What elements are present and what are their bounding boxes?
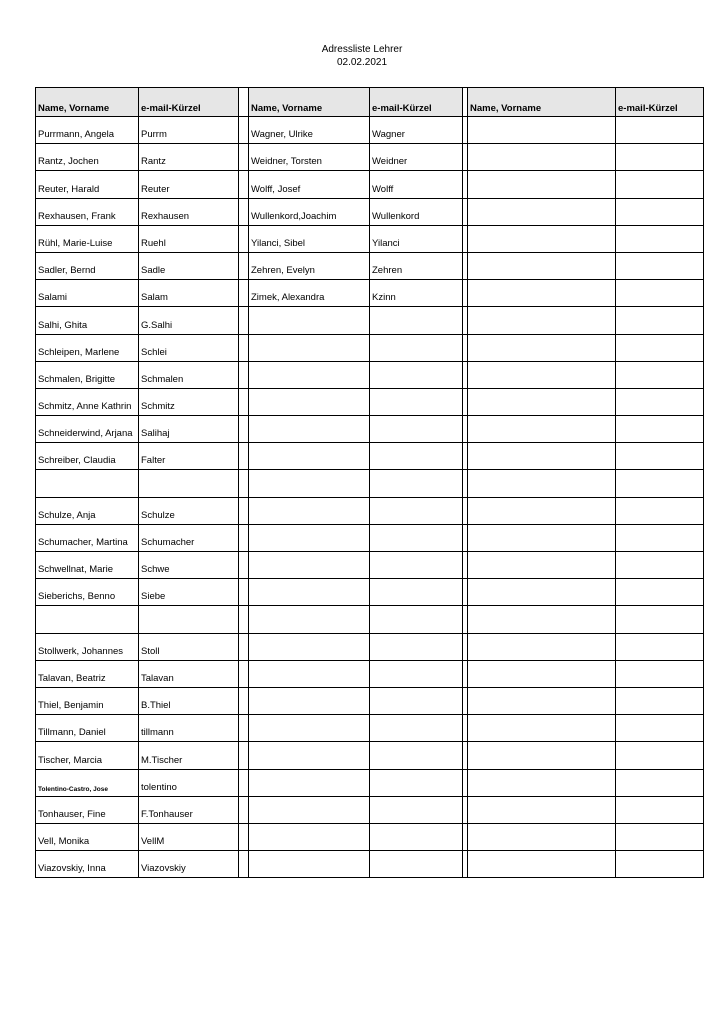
teacher-name: Schmalen, Brigitte [36,361,139,388]
empty-cell [468,144,616,171]
empty-cell [370,361,463,388]
empty-cell [370,334,463,361]
email-kuerzel: Schwe [139,552,239,579]
empty-cell [370,715,463,742]
email-kuerzel: Salam [139,280,239,307]
email-kuerzel: M.Tischer [139,742,239,769]
empty-cell [616,225,704,252]
empty-cell [468,633,616,660]
empty-cell [616,307,704,334]
header-kuerzel-1: e-mail-Kürzel [139,88,239,117]
teacher-name: Wagner, Ulrike [249,117,370,144]
table-row [36,334,704,361]
teacher-name: Rühl, Marie-Luise [36,225,139,252]
column-separator [239,225,249,252]
empty-cell [249,633,370,660]
teacher-name: Rexhausen, Frank [36,198,139,225]
table-row [36,198,704,225]
column-separator [239,388,249,415]
empty-cell [370,552,463,579]
header-name-3: Name, Vorname [468,88,616,117]
table-row [36,579,704,606]
empty-cell [370,606,463,633]
empty-cell [249,715,370,742]
table-header-row [36,88,704,117]
empty-cell [616,715,704,742]
empty-cell [468,660,616,687]
column-separator [239,524,249,551]
teacher-name [36,470,139,497]
email-kuerzel: VellM [139,823,239,850]
table-body [36,117,704,878]
email-kuerzel: tillmann [139,715,239,742]
column-separator [239,715,249,742]
column-separator [239,416,249,443]
empty-cell [249,687,370,714]
teacher-name: Schumacher, Martina [36,524,139,551]
empty-cell [616,552,704,579]
teacher-name: Viazovskiy, Inna [36,851,139,878]
empty-cell [468,851,616,878]
teacher-name: Wolff, Josef [249,171,370,198]
empty-cell [249,660,370,687]
document-title: Adressliste Lehrer [321,44,403,55]
teacher-name: Tolentino-Castro, Jose [36,769,139,796]
empty-cell [616,742,704,769]
column-separator [239,742,249,769]
email-kuerzel: Viazovskiy [139,851,239,878]
empty-cell [468,388,616,415]
email-kuerzel: Rexhausen [139,198,239,225]
empty-cell [249,470,370,497]
teacher-name: Sadler, Bernd [36,252,139,279]
column-separator [239,280,249,307]
empty-cell [616,252,704,279]
empty-cell [370,742,463,769]
empty-cell [616,388,704,415]
empty-cell [370,823,463,850]
teacher-name: Tischer, Marcia [36,742,139,769]
empty-cell [370,443,463,470]
teacher-name: Purrmann, Angela [36,117,139,144]
empty-cell [249,769,370,796]
empty-cell [616,198,704,225]
column-separator [239,687,249,714]
empty-cell [616,443,704,470]
empty-cell [370,524,463,551]
email-kuerzel: Yilanci [370,225,463,252]
email-kuerzel: Schlei [139,334,239,361]
email-kuerzel: Wullenkord [370,198,463,225]
header-kuerzel-2: e-mail-Kürzel [370,88,463,117]
teacher-name: Reuter, Harald [36,171,139,198]
empty-cell [616,796,704,823]
table-row [36,307,704,334]
column-separator [239,851,249,878]
empty-cell [370,388,463,415]
table-row [36,361,704,388]
empty-cell [370,579,463,606]
empty-cell [468,171,616,198]
table-row [36,552,704,579]
email-kuerzel: Weidner [370,144,463,171]
empty-cell [616,497,704,524]
table-row [36,252,704,279]
email-kuerzel: G.Salhi [139,307,239,334]
empty-cell [370,307,463,334]
empty-cell [468,742,616,769]
teacher-name: Schulze, Anja [36,497,139,524]
table-row [36,443,704,470]
empty-cell [468,443,616,470]
empty-cell [249,579,370,606]
empty-cell [468,361,616,388]
column-separator [239,144,249,171]
empty-cell [468,579,616,606]
header-name-2: Name, Vorname [249,88,370,117]
email-kuerzel: Reuter [139,171,239,198]
table-row [36,769,704,796]
email-kuerzel: tolentino [139,769,239,796]
empty-cell [616,524,704,551]
email-kuerzel: Wagner [370,117,463,144]
teacher-name: Weidner, Torsten [249,144,370,171]
table-row [36,823,704,850]
column-separator [239,171,249,198]
table-row [36,524,704,551]
email-kuerzel [139,606,239,633]
column-separator [239,361,249,388]
empty-cell [616,470,704,497]
empty-cell [468,280,616,307]
empty-cell [249,524,370,551]
empty-cell [468,606,616,633]
header-kuerzel-3: e-mail-Kürzel [616,88,704,117]
empty-cell [468,687,616,714]
document-date: 02.02.2021 [336,57,388,68]
empty-cell [249,416,370,443]
empty-cell [616,334,704,361]
address-table-container [35,87,703,878]
empty-cell [616,579,704,606]
empty-cell [249,443,370,470]
teacher-name: Schneiderwind, Arjana [36,416,139,443]
empty-cell [249,361,370,388]
empty-cell [616,769,704,796]
column-separator [239,497,249,524]
email-kuerzel: Schumacher [139,524,239,551]
email-kuerzel: Sadle [139,252,239,279]
column-separator [239,769,249,796]
email-kuerzel: B.Thiel [139,687,239,714]
empty-cell [249,796,370,823]
column-separator [239,334,249,361]
empty-cell [249,823,370,850]
teacher-name: Tillmann, Daniel [36,715,139,742]
empty-cell [370,633,463,660]
table-row [36,687,704,714]
empty-cell [249,334,370,361]
empty-cell [370,416,463,443]
email-kuerzel: Stoll [139,633,239,660]
table-row [36,633,704,660]
empty-cell [468,715,616,742]
empty-cell [249,742,370,769]
teacher-name: Thiel, Benjamin [36,687,139,714]
empty-cell [616,823,704,850]
column-separator [239,633,249,660]
email-kuerzel: Siebe [139,579,239,606]
empty-cell [370,660,463,687]
column-separator [239,470,249,497]
column-separator [239,443,249,470]
column-separator [239,307,249,334]
empty-cell [370,497,463,524]
teacher-name: Yilanci, Sibel [249,225,370,252]
teacher-name: Sieberichs, Benno [36,579,139,606]
table-row [36,497,704,524]
teacher-name: Schreiber, Claudia [36,443,139,470]
empty-cell [468,307,616,334]
table-row [36,416,704,443]
empty-cell [249,851,370,878]
table-row [36,280,704,307]
column-separator [239,660,249,687]
empty-cell [370,796,463,823]
teacher-name: Rantz, Jochen [36,144,139,171]
email-kuerzel: Schulze [139,497,239,524]
table-row [36,660,704,687]
empty-cell [616,687,704,714]
column-separator [239,796,249,823]
empty-cell [616,851,704,878]
table-row [36,171,704,198]
empty-cell [616,171,704,198]
email-kuerzel: Schmalen [139,361,239,388]
teacher-name [36,606,139,633]
teacher-name: Zehren, Evelyn [249,252,370,279]
teacher-name: Wullenkord,Joachim [249,198,370,225]
document-header [0,43,724,69]
empty-cell [370,851,463,878]
teacher-name: Talavan, Beatriz [36,660,139,687]
empty-cell [468,823,616,850]
teacher-name: Salami [36,280,139,307]
table-row [36,117,704,144]
empty-cell [616,660,704,687]
email-kuerzel: Falter [139,443,239,470]
email-kuerzel: Ruehl [139,225,239,252]
column-separator [239,88,249,117]
table-row [36,742,704,769]
email-kuerzel: Wolff [370,171,463,198]
email-kuerzel: Zehren [370,252,463,279]
empty-cell [616,606,704,633]
table-row [36,144,704,171]
empty-cell [616,117,704,144]
teacher-name: Tonhauser, Fine [36,796,139,823]
table-row [36,715,704,742]
teacher-name: Schwellnat, Marie [36,552,139,579]
table-row [36,606,704,633]
email-kuerzel: Talavan [139,660,239,687]
column-separator [239,823,249,850]
empty-cell [468,524,616,551]
empty-cell [370,470,463,497]
table-row [36,388,704,415]
empty-cell [468,552,616,579]
empty-cell [249,497,370,524]
empty-cell [468,117,616,144]
column-separator [239,117,249,144]
empty-cell [468,334,616,361]
empty-cell [249,388,370,415]
table-row [36,851,704,878]
empty-cell [616,144,704,171]
email-kuerzel: F.Tonhauser [139,796,239,823]
column-separator [239,552,249,579]
empty-cell [468,796,616,823]
email-kuerzel: Schmitz [139,388,239,415]
column-separator [239,606,249,633]
teacher-name: Stollwerk, Johannes [36,633,139,660]
email-kuerzel: Purrm [139,117,239,144]
empty-cell [249,552,370,579]
header-name-1: Name, Vorname [36,88,139,117]
empty-cell [468,416,616,443]
email-kuerzel: Rantz [139,144,239,171]
empty-cell [468,497,616,524]
column-separator [239,198,249,225]
empty-cell [249,307,370,334]
email-kuerzel: Salihaj [139,416,239,443]
empty-cell [616,280,704,307]
empty-cell [370,769,463,796]
email-kuerzel: Kzinn [370,280,463,307]
empty-cell [468,470,616,497]
empty-cell [468,225,616,252]
email-kuerzel [139,470,239,497]
teacher-name: Schleipen, Marlene [36,334,139,361]
empty-cell [616,633,704,660]
teacher-name: Vell, Monika [36,823,139,850]
empty-cell [249,606,370,633]
teacher-name: Salhi, Ghita [36,307,139,334]
empty-cell [468,198,616,225]
address-table [35,87,704,878]
empty-cell [616,416,704,443]
empty-cell [468,252,616,279]
teacher-name: Zimek, Alexandra [249,280,370,307]
table-row [36,225,704,252]
empty-cell [616,361,704,388]
teacher-name: Schmitz, Anne Kathrin [36,388,139,415]
empty-cell [370,687,463,714]
table-row [36,796,704,823]
column-separator [239,252,249,279]
empty-cell [468,769,616,796]
table-row [36,470,704,497]
column-separator [239,579,249,606]
